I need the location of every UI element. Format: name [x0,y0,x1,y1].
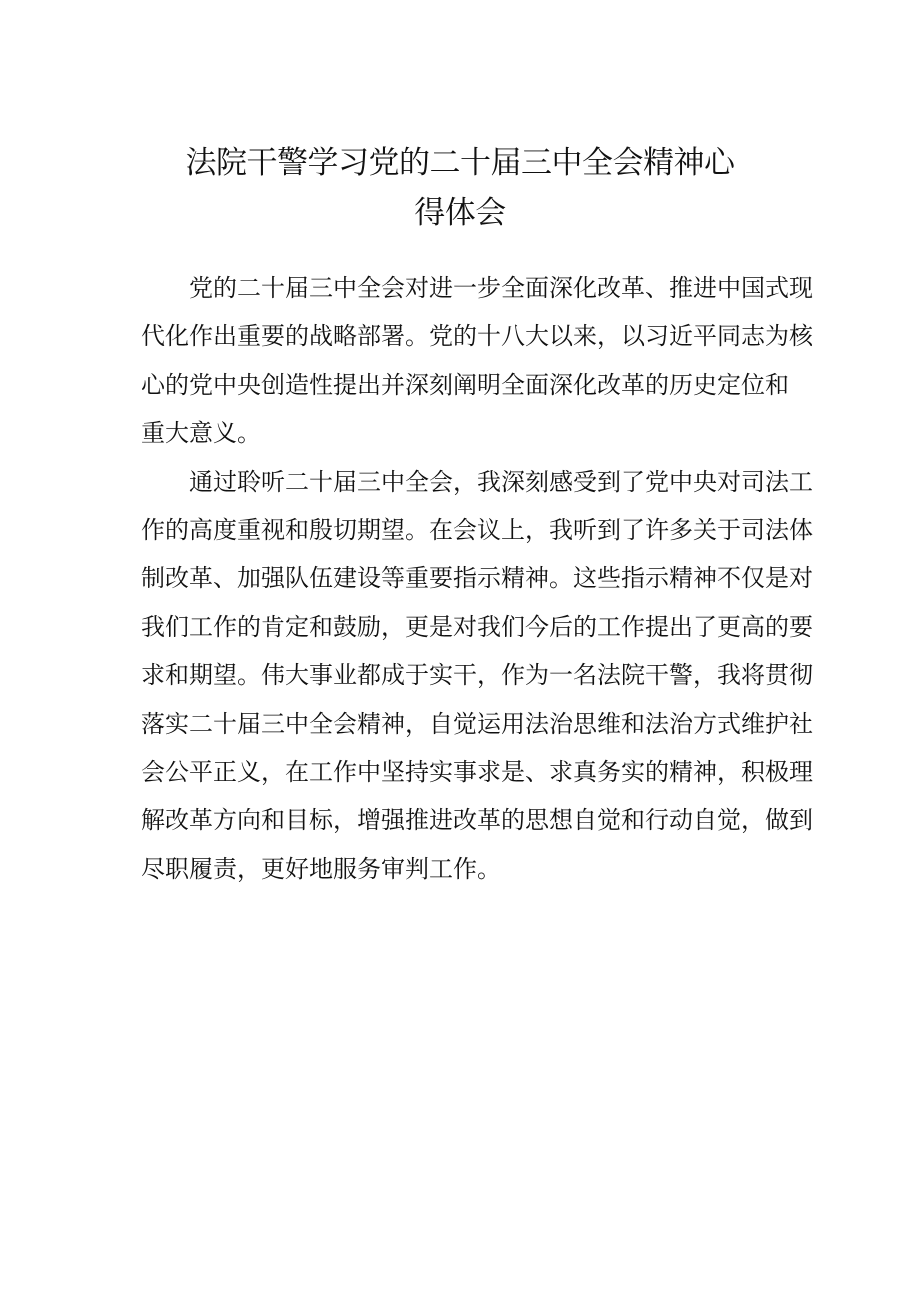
paragraph-line: 落实二十届三中全会精神，自觉运用法治思维和法治方式维护社 [141,709,813,738]
paragraph-line: 尽职履责，更好地服务审判工作。 [141,854,501,883]
paragraph-line: 制改革、加强队伍建设等重要指示精神。这些指示精神不仅是对 [141,564,813,593]
paragraph-line: 我们工作的肯定和鼓励，更是对我们今后的工作提出了更高的要 [141,612,813,641]
paragraph-line: 心的党中央创造性提出并深刻阐明全面深化改革的历史定位和 [141,370,789,399]
title-line: 法院干警学习党的二十届三中全会精神心 [185,145,735,181]
title-line: 得体会 [414,195,506,231]
paragraph-line: 解改革方向和目标，增强推进改革的思想自觉和行动自觉，做到 [141,806,813,835]
paragraph-line: 代化作出重要的战略部署。党的十八大以来，以习近平同志为核 [141,322,813,351]
paragraph-1 [141,264,813,458]
document-title [0,138,920,238]
paragraph-line: 求和期望。伟大事业都成于实干，作为一名法院干警，我将贯彻 [141,661,813,690]
paragraph-2 [141,458,813,894]
document-body [141,264,813,893]
paragraph-line: 作的高度重视和殷切期望。在会议上，我听到了许多关于司法体 [141,515,813,544]
paragraph-line: 重大意义。 [141,419,261,448]
paragraph-line: 通过聆听二十届三中全会，我深刻感受到了党中央对司法工 [189,467,813,496]
paragraph-line: 会公平正义，在工作中坚持实事求是、求真务实的精神，积极理 [141,757,813,786]
paragraph-line: 党的二十届三中全会对进一步全面深化改革、推进中国式现 [189,274,813,302]
